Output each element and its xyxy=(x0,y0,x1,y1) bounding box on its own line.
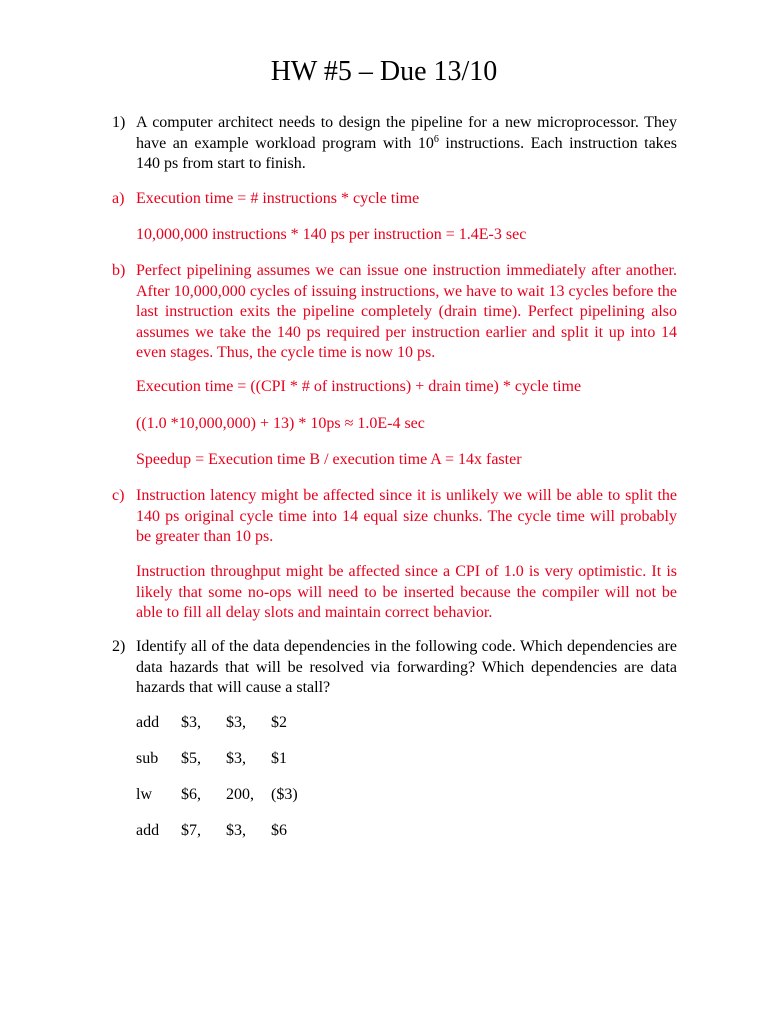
answer-b-label: b) xyxy=(112,262,126,279)
code-opcode: add xyxy=(136,822,160,839)
answer-c-paragraph-1: Instruction latency might be affected since it is unlikely we will be able to split the 140 ps original cycle time into 14 equal size chunks. The cycle time will probably be greater than 10 ps. xyxy=(136,487,677,545)
code-operand: $3, xyxy=(181,714,201,731)
answer-b-speedup: Speedup = Execution time B / execution time A = 14x faster xyxy=(136,451,522,468)
answer-b-calculation: ((1.0 *10,000,000) + 13) * 10ps ≈ 1.0E-4 sec xyxy=(136,415,425,432)
code-operand: $7, xyxy=(181,822,201,839)
code-operand: $6, xyxy=(181,786,201,803)
code-operand: ($3) xyxy=(271,786,298,803)
question-2-number: 2) xyxy=(112,638,126,655)
code-operand: $3, xyxy=(226,750,246,767)
question-1-text: A computer architect needs to design the pipeline for a new microprocessor. They have an example workload program with $10^6$ instructions. Each instruction takes 140 ps from start to finish. xyxy=(136,114,677,172)
code-operand: $3, xyxy=(226,822,246,839)
question-2-text: Identify all of the data dependencies in the following code. Which dependencies are data hazards that will be resolved via forwarding? Which dependencies are data hazards that will cause a stall? xyxy=(136,638,677,696)
answer-a-label: a) xyxy=(112,190,125,207)
answer-c-paragraph-2: Instruction throughput might be affected since a CPI of 1.0 is very optimistic. It is likely that some no-ops will need to be inserted because the compiler will not be able to fill all delay slots and maintain correct behavior. xyxy=(136,563,677,621)
question-1-number: 1) xyxy=(112,114,126,131)
exponent: 6 xyxy=(433,133,439,145)
answer-b-formula: Execution time = ((CPI * # of instructions) + drain time) * cycle time xyxy=(136,378,582,395)
code-operand: $5, xyxy=(181,750,201,767)
code-opcode: add xyxy=(136,714,160,731)
code-operand: $2 xyxy=(271,714,287,731)
code-operand: $3, xyxy=(226,714,246,731)
code-opcode: lw xyxy=(136,786,152,803)
code-opcode: sub xyxy=(136,750,159,767)
answer-a-formula: Execution time = # instructions * cycle time xyxy=(136,190,420,207)
code-operand: 200, xyxy=(226,786,254,803)
answer-a-calculation: 10,000,000 instructions * 140 ps per instruction = 1.4E-3 sec xyxy=(136,226,527,243)
code-operand: $1 xyxy=(271,750,287,767)
code-operand: $6 xyxy=(271,822,287,839)
answer-c-label: c) xyxy=(112,487,125,504)
answer-b-paragraph: Perfect pipelining assumes we can issue one instruction immediately after another. After 10,000,000 cycles of issuing instructions, we have to wait 13 cycles before the last instruction exits the pipeline completely (drain time). Perfect pipelining also assumes we take the 140 ps required per instruction earlier and split it up into 14 even stages. Thus, the cycle time is now 10 ps. xyxy=(136,262,677,361)
page-title: HW #5 – Due 13/10 xyxy=(270,56,498,87)
